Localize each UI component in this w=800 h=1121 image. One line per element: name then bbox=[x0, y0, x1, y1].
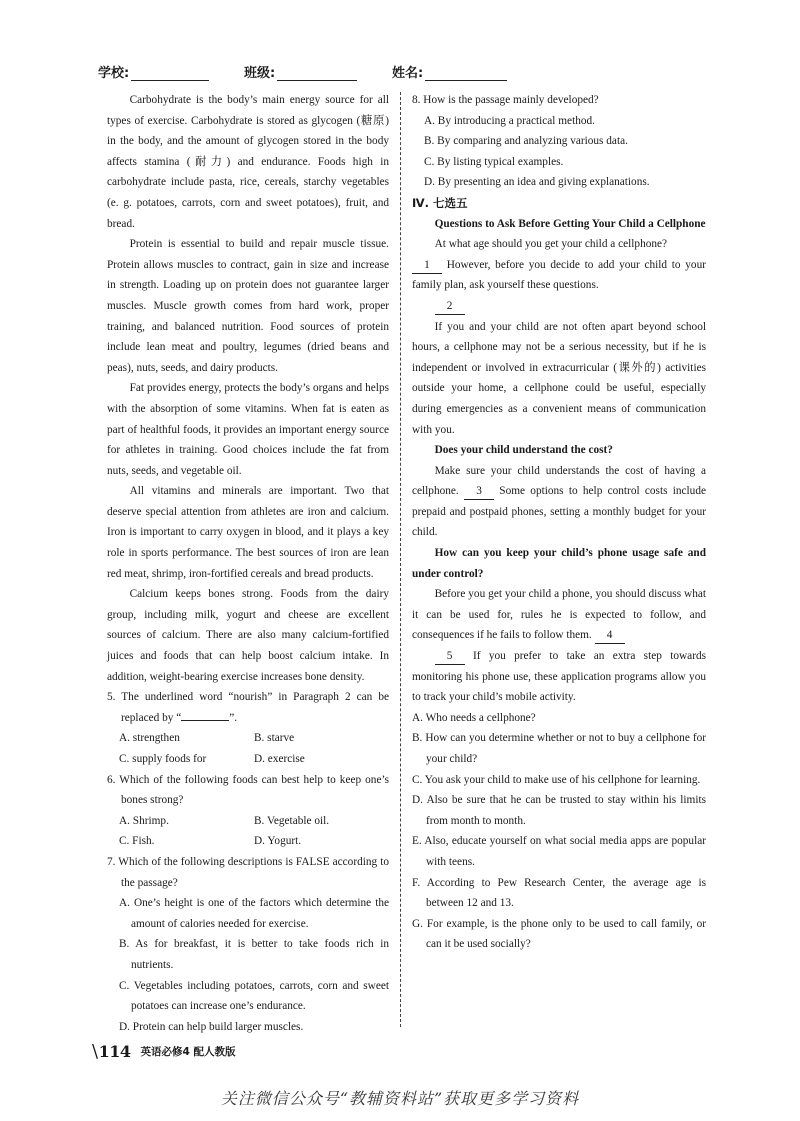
answer-option-c[interactable]: C. You ask your child to make use of his cellphone for learning. bbox=[412, 773, 701, 786]
question-5-options bbox=[107, 749, 389, 770]
answer-option-g[interactable]: G. For example, is the phone only to be used to call family, or can it be used socially? bbox=[412, 917, 706, 951]
option-c[interactable]: C. supply foods for bbox=[119, 753, 207, 765]
passage-paragraph: All vitamins and minerals are important. Two that deserve special attention from athletes are iron and calcium. Iron is important to carry oxygen in blood, and it plays a key role in sports performance. The best sources of iron are lean red meat, shrimp, iron-fortified cereals and bread products. bbox=[107, 485, 389, 580]
answer-option-f[interactable]: F. According to Pew Research Center, the average age is between 12 and 13. bbox=[412, 876, 706, 910]
name-field[interactable] bbox=[392, 62, 507, 81]
option-d[interactable]: D. By presenting an idea and giving explanations. bbox=[424, 176, 650, 189]
question-5: 5. The underlined word “nourish” in Paragraph 2 can be replaced by “ ”. bbox=[107, 691, 389, 724]
passage-paragraph: 5 If you prefer to take an extra step towards monitoring his phone use, these application programs allow you to track your child’s mobile activity. bbox=[412, 650, 706, 704]
answer-option-e[interactable]: E. Also, educate yourself on what social media apps are popular with teens. bbox=[412, 835, 706, 868]
passage-paragraph: Calcium keeps bones strong. Foods from the dairy group, including milk, yogurt and cheese are excellent sources of calcium. There are also many calcium-fortified juices and foods that can help boost calcium intake. In addition, weight-bearing exercise increases bone density. bbox=[107, 588, 389, 683]
name-label: 姓名: bbox=[392, 66, 424, 81]
passage-paragraph: If you and your child are not often apart beyond school hours, a cellphone may not be a serious necessity, but if he is independent or involved in extracurricular (课外的) activities outside your home, a cellphone could be useful, especially during emergencies as a convenient means of communication with you. bbox=[412, 320, 706, 436]
answer-blank-3[interactable]: 3 bbox=[464, 484, 494, 500]
option-a[interactable]: A. strengthen bbox=[119, 732, 180, 745]
option-a[interactable]: A. Shrimp. bbox=[119, 814, 169, 827]
question-8: 8. How is the passage mainly developed? bbox=[412, 94, 599, 106]
option-b[interactable]: B. starve bbox=[254, 732, 295, 745]
answer-option-d[interactable]: D. Also be sure that he can be trusted to stay within his limits from month to month. bbox=[412, 794, 706, 827]
passage-paragraph bbox=[412, 296, 706, 317]
column-divider bbox=[400, 92, 401, 1027]
passage-title: Questions to Ask Before Getting Your Child a Cellphone bbox=[434, 217, 706, 230]
passage-paragraph: Carbohydrate is the body’s main energy source for all types of exercise. Carbohydrate is stored as glycogen (糖原) in the body, and the amount of glycogen stored in the body affects stamina (耐力) and endurance. Foods high in carbohydrate include pasta, rice, cereals, starchy vegetables (e. g. potatoes, carrots, corn and sweet potatoes), fruit, and bread. bbox=[107, 94, 389, 230]
school-field[interactable] bbox=[98, 62, 209, 81]
left-column bbox=[107, 90, 389, 1037]
option-a[interactable]: A. One’s height is one of the factors which determine the amount of calories needed for exercise. bbox=[119, 897, 389, 930]
option-b[interactable]: B. As for breakfast, it is better to take foods rich in nutrients. bbox=[119, 938, 389, 971]
school-label: 学校: bbox=[98, 66, 130, 81]
passage-paragraph: Make sure your child understands the cost of having a cellphone. 3 Some options to help control costs include prepaid and postpaid phones, setting a monthly budget for your child. bbox=[412, 464, 706, 539]
class-field[interactable] bbox=[244, 62, 357, 81]
question-6-options bbox=[107, 811, 389, 832]
option-c[interactable]: C. Fish. bbox=[119, 835, 155, 848]
answer-option-a[interactable]: A. Who needs a cellphone? bbox=[412, 711, 536, 724]
answer-blank-1[interactable]: 1 bbox=[412, 258, 442, 274]
book-title: 英语必修4 配人教版 bbox=[140, 1045, 236, 1058]
answer-blank[interactable] bbox=[181, 708, 229, 721]
page-number: \114 bbox=[92, 1040, 131, 1062]
watermark: 关注微信公众号“教辅资料站”获取更多学习资料 bbox=[220, 1089, 580, 1108]
slash-mark: \ bbox=[92, 1040, 98, 1062]
answer-blank-2[interactable]: 2 bbox=[435, 299, 465, 315]
passage-paragraph: Fat provides energy, protects the body’s organs and helps with the absorption of some vitamins. When fat is eaten as part of healthful foods, it provides an important energy source for athletes in training. Good choices include the fat from nuts, seeds, and vegetable oil. bbox=[107, 382, 389, 477]
option-b[interactable]: B. By comparing and analyzing various data. bbox=[424, 135, 628, 148]
passage-subheading: Does your child understand the cost? bbox=[434, 444, 613, 457]
option-d[interactable]: D. Yogurt. bbox=[254, 835, 302, 848]
right-column bbox=[412, 90, 706, 955]
option-b[interactable]: B. Vegetable oil. bbox=[254, 814, 330, 827]
passage-paragraph: Protein is essential to build and repair muscle tissue. Protein allows muscles to contract, gain in size and increase in strength. Loading up on protein does not guarantee larger muscles. Muscle growth comes from hard work, proper training, and balanced nutrition. Food sources of protein include lean meat and poultry, legumes (dried beans and peas), nuts, seeds, and dairy products. bbox=[107, 238, 389, 374]
option-c[interactable]: C. Vegetables including potatoes, carrots, corn and sweet potatoes can increase one’s endurance. bbox=[119, 979, 389, 1013]
option-a[interactable]: A. By introducing a practical method. bbox=[424, 114, 595, 127]
answer-blank-4[interactable]: 4 bbox=[595, 628, 625, 644]
page-footer bbox=[92, 1040, 235, 1062]
name-underline bbox=[425, 65, 507, 81]
class-label: 班级: bbox=[244, 66, 276, 81]
class-underline bbox=[277, 65, 357, 81]
passage-subheading: How can you keep your child’s phone usage safe and under control? bbox=[412, 547, 706, 580]
question-5-options bbox=[107, 728, 389, 749]
section-heading: Ⅳ. 七选五 bbox=[412, 195, 468, 210]
school-underline bbox=[131, 65, 209, 81]
option-d[interactable]: D. Protein can help build larger muscles. bbox=[119, 1020, 304, 1033]
option-c[interactable]: C. By listing typical examples. bbox=[424, 155, 564, 168]
answer-blank-5[interactable]: 5 bbox=[435, 649, 465, 665]
student-info-header bbox=[98, 62, 558, 84]
question-6-options bbox=[107, 831, 389, 852]
answer-option-b[interactable]: B. How can you determine whether or not to buy a cellphone for your child? bbox=[412, 732, 706, 765]
question-6: 6. Which of the following foods can best help to keep one’s bones strong? bbox=[107, 773, 389, 807]
option-d[interactable]: D. exercise bbox=[254, 753, 305, 765]
passage-paragraph: Before you get your child a phone, you should discuss what it can be used for, rules he is expected to follow, and consequences if he fails to follow them. 4 bbox=[412, 584, 706, 646]
question-7: 7. Which of the following descriptions is FALSE according to the passage? bbox=[107, 855, 389, 889]
passage-paragraph: At what age should you get your child a cellphone? 1 However, before you decide to add your child to your family plan, ask yourself these questions. bbox=[412, 238, 706, 292]
